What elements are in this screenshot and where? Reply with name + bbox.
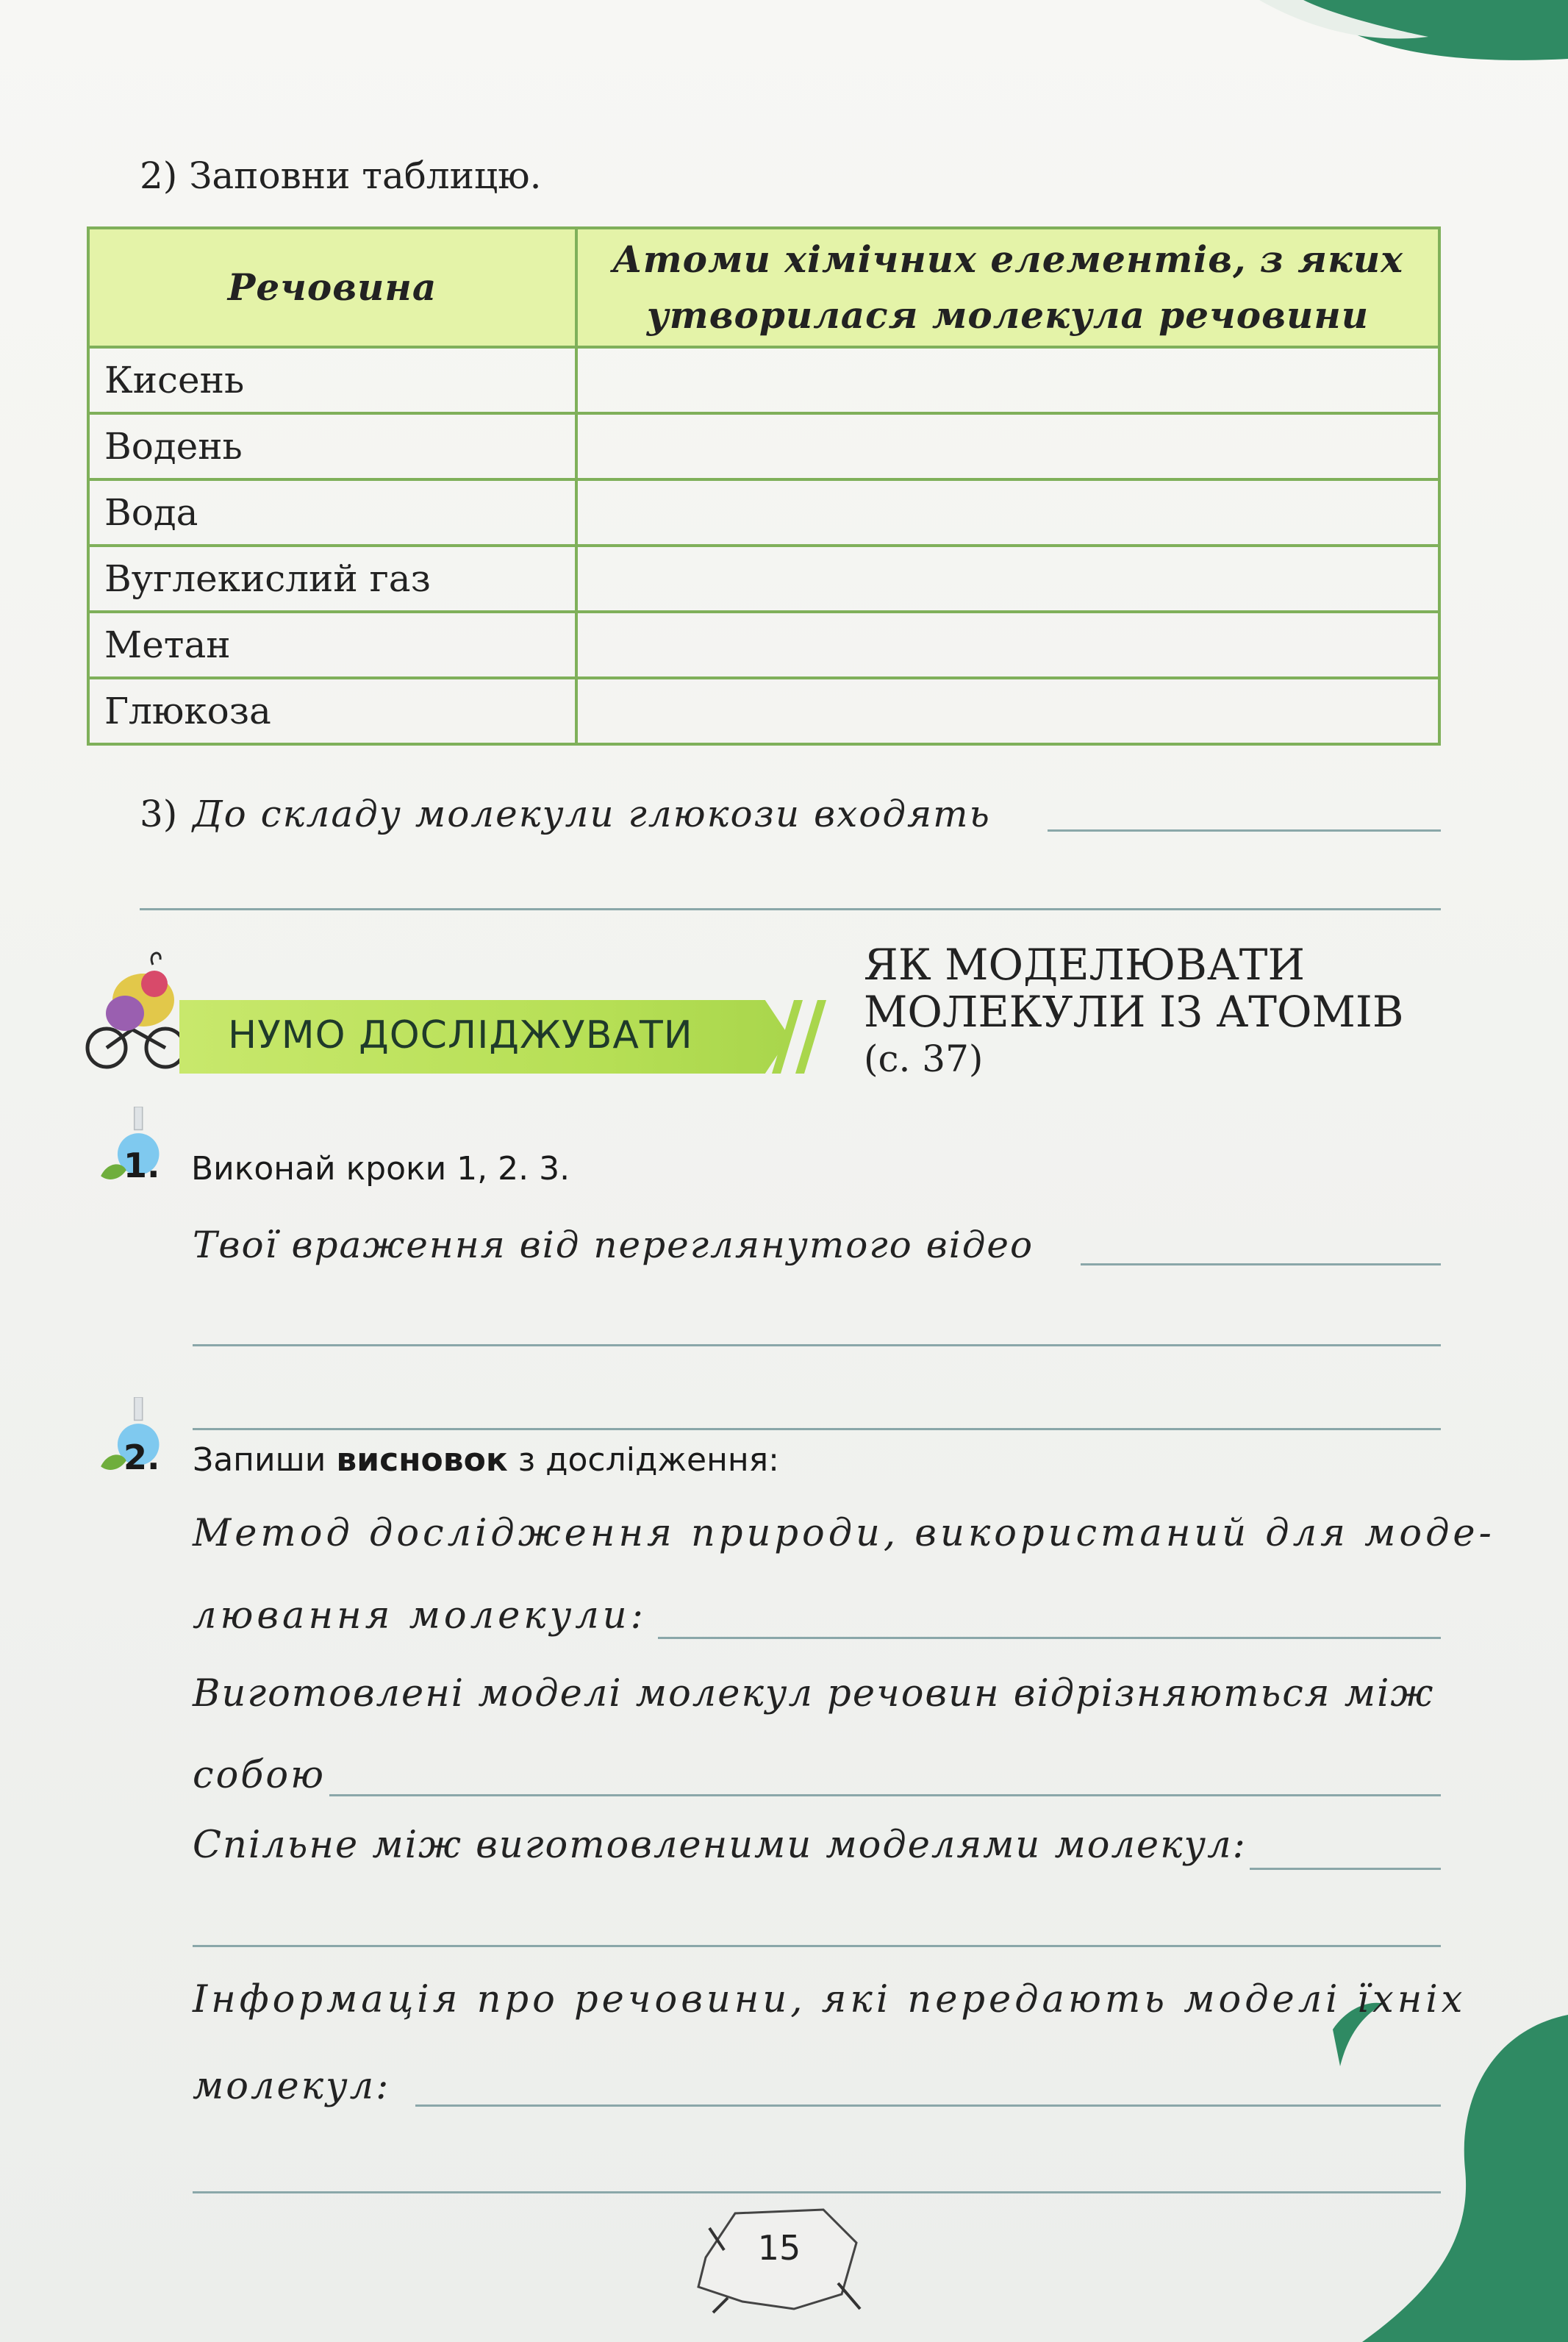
cyclist-icon bbox=[81, 949, 191, 1074]
method-line1: Метод дослідження природи, використаний для моде- bbox=[193, 1512, 1495, 1555]
section-banner-label: НУМО ДОСЛІДЖУВАТИ bbox=[228, 1013, 693, 1057]
task3-number: 3) bbox=[140, 793, 178, 835]
answer-line[interactable] bbox=[193, 2191, 1441, 2193]
step1-prompt: Твої враження від переглянутого відео bbox=[193, 1224, 1034, 1266]
method-line2: лювання молекули: bbox=[193, 1594, 647, 1638]
table-cell-answer[interactable] bbox=[576, 678, 1439, 744]
answer-line[interactable] bbox=[193, 1344, 1441, 1346]
answer-line[interactable] bbox=[193, 1945, 1441, 1947]
differ-line2: собою bbox=[193, 1754, 326, 1797]
answer-line[interactable] bbox=[1048, 829, 1441, 832]
section-heading bbox=[864, 941, 1452, 1082]
corner-decoration-top bbox=[1259, 0, 1568, 103]
section-title-line1: ЯК МОДЕЛЮВАТИ bbox=[864, 940, 1306, 990]
task3-text: До складу молекули глюкози входять bbox=[193, 793, 991, 835]
table-cell-answer[interactable] bbox=[576, 612, 1439, 678]
table-cell-substance: Вода bbox=[88, 479, 576, 546]
answer-line[interactable] bbox=[193, 1428, 1441, 1430]
table-cell-substance: Кисень bbox=[88, 347, 576, 413]
step1-instruction: Виконай кроки 1, 2. 3. bbox=[191, 1150, 570, 1188]
answer-line[interactable] bbox=[329, 1794, 1441, 1796]
table-row bbox=[88, 546, 1439, 612]
corner-decoration-bottom bbox=[1318, 1985, 1568, 2342]
table-cell-substance: Глюкоза bbox=[88, 678, 576, 744]
step2-instruction bbox=[193, 1441, 779, 1479]
table-row bbox=[88, 678, 1439, 744]
table-row bbox=[88, 347, 1439, 413]
table-cell-answer[interactable] bbox=[576, 546, 1439, 612]
differ-line1: Виготовлені моделі молекул речовин відрізняються між bbox=[193, 1672, 1435, 1716]
section-pages: (с. 37) bbox=[864, 1038, 984, 1080]
answer-line[interactable] bbox=[140, 908, 1441, 910]
table-row bbox=[88, 413, 1439, 479]
substance-table bbox=[87, 226, 1441, 746]
step2-number: 2. bbox=[123, 1438, 160, 1477]
table-cell-substance: Водень bbox=[88, 413, 576, 479]
info-line2: молекул: bbox=[193, 2065, 391, 2108]
page-number: 15 bbox=[757, 2228, 801, 2268]
answer-line[interactable] bbox=[1250, 1868, 1441, 1870]
answer-line[interactable] bbox=[1081, 1263, 1441, 1265]
step1-number: 1. bbox=[123, 1146, 160, 1185]
task2-label: 2) Заповни таблицю. bbox=[140, 154, 542, 197]
banner-stripes-icon bbox=[765, 1000, 831, 1074]
table-row bbox=[88, 479, 1439, 546]
table-header-row bbox=[88, 228, 1439, 347]
step2-instruction-pre: Запиши bbox=[193, 1441, 337, 1479]
answer-line[interactable] bbox=[415, 2104, 1441, 2107]
table-cell-substance: Вуглекислий газ bbox=[88, 546, 576, 612]
table-header-atoms: Атоми хімічних елементів, з яких утворилася молекула речовини bbox=[576, 228, 1439, 347]
step2-instruction-bold: висновок bbox=[336, 1441, 508, 1479]
section-title-line2: МОЛЕКУЛИ ІЗ АТОМІВ bbox=[864, 987, 1404, 1037]
table-cell-answer[interactable] bbox=[576, 413, 1439, 479]
step2-instruction-post: з дослідження: bbox=[507, 1441, 779, 1479]
table-cell-answer[interactable] bbox=[576, 479, 1439, 546]
table-row bbox=[88, 612, 1439, 678]
common-text: Спільне між виготовленими моделями молекул: bbox=[193, 1824, 1247, 1867]
table-cell-substance: Метан bbox=[88, 612, 576, 678]
table-header-substance: Речовина bbox=[88, 228, 576, 347]
table-cell-answer[interactable] bbox=[576, 347, 1439, 413]
answer-line[interactable] bbox=[658, 1637, 1441, 1639]
info-line1: Інформація про речовини, які передають моделі їхніх bbox=[193, 1978, 1467, 2021]
